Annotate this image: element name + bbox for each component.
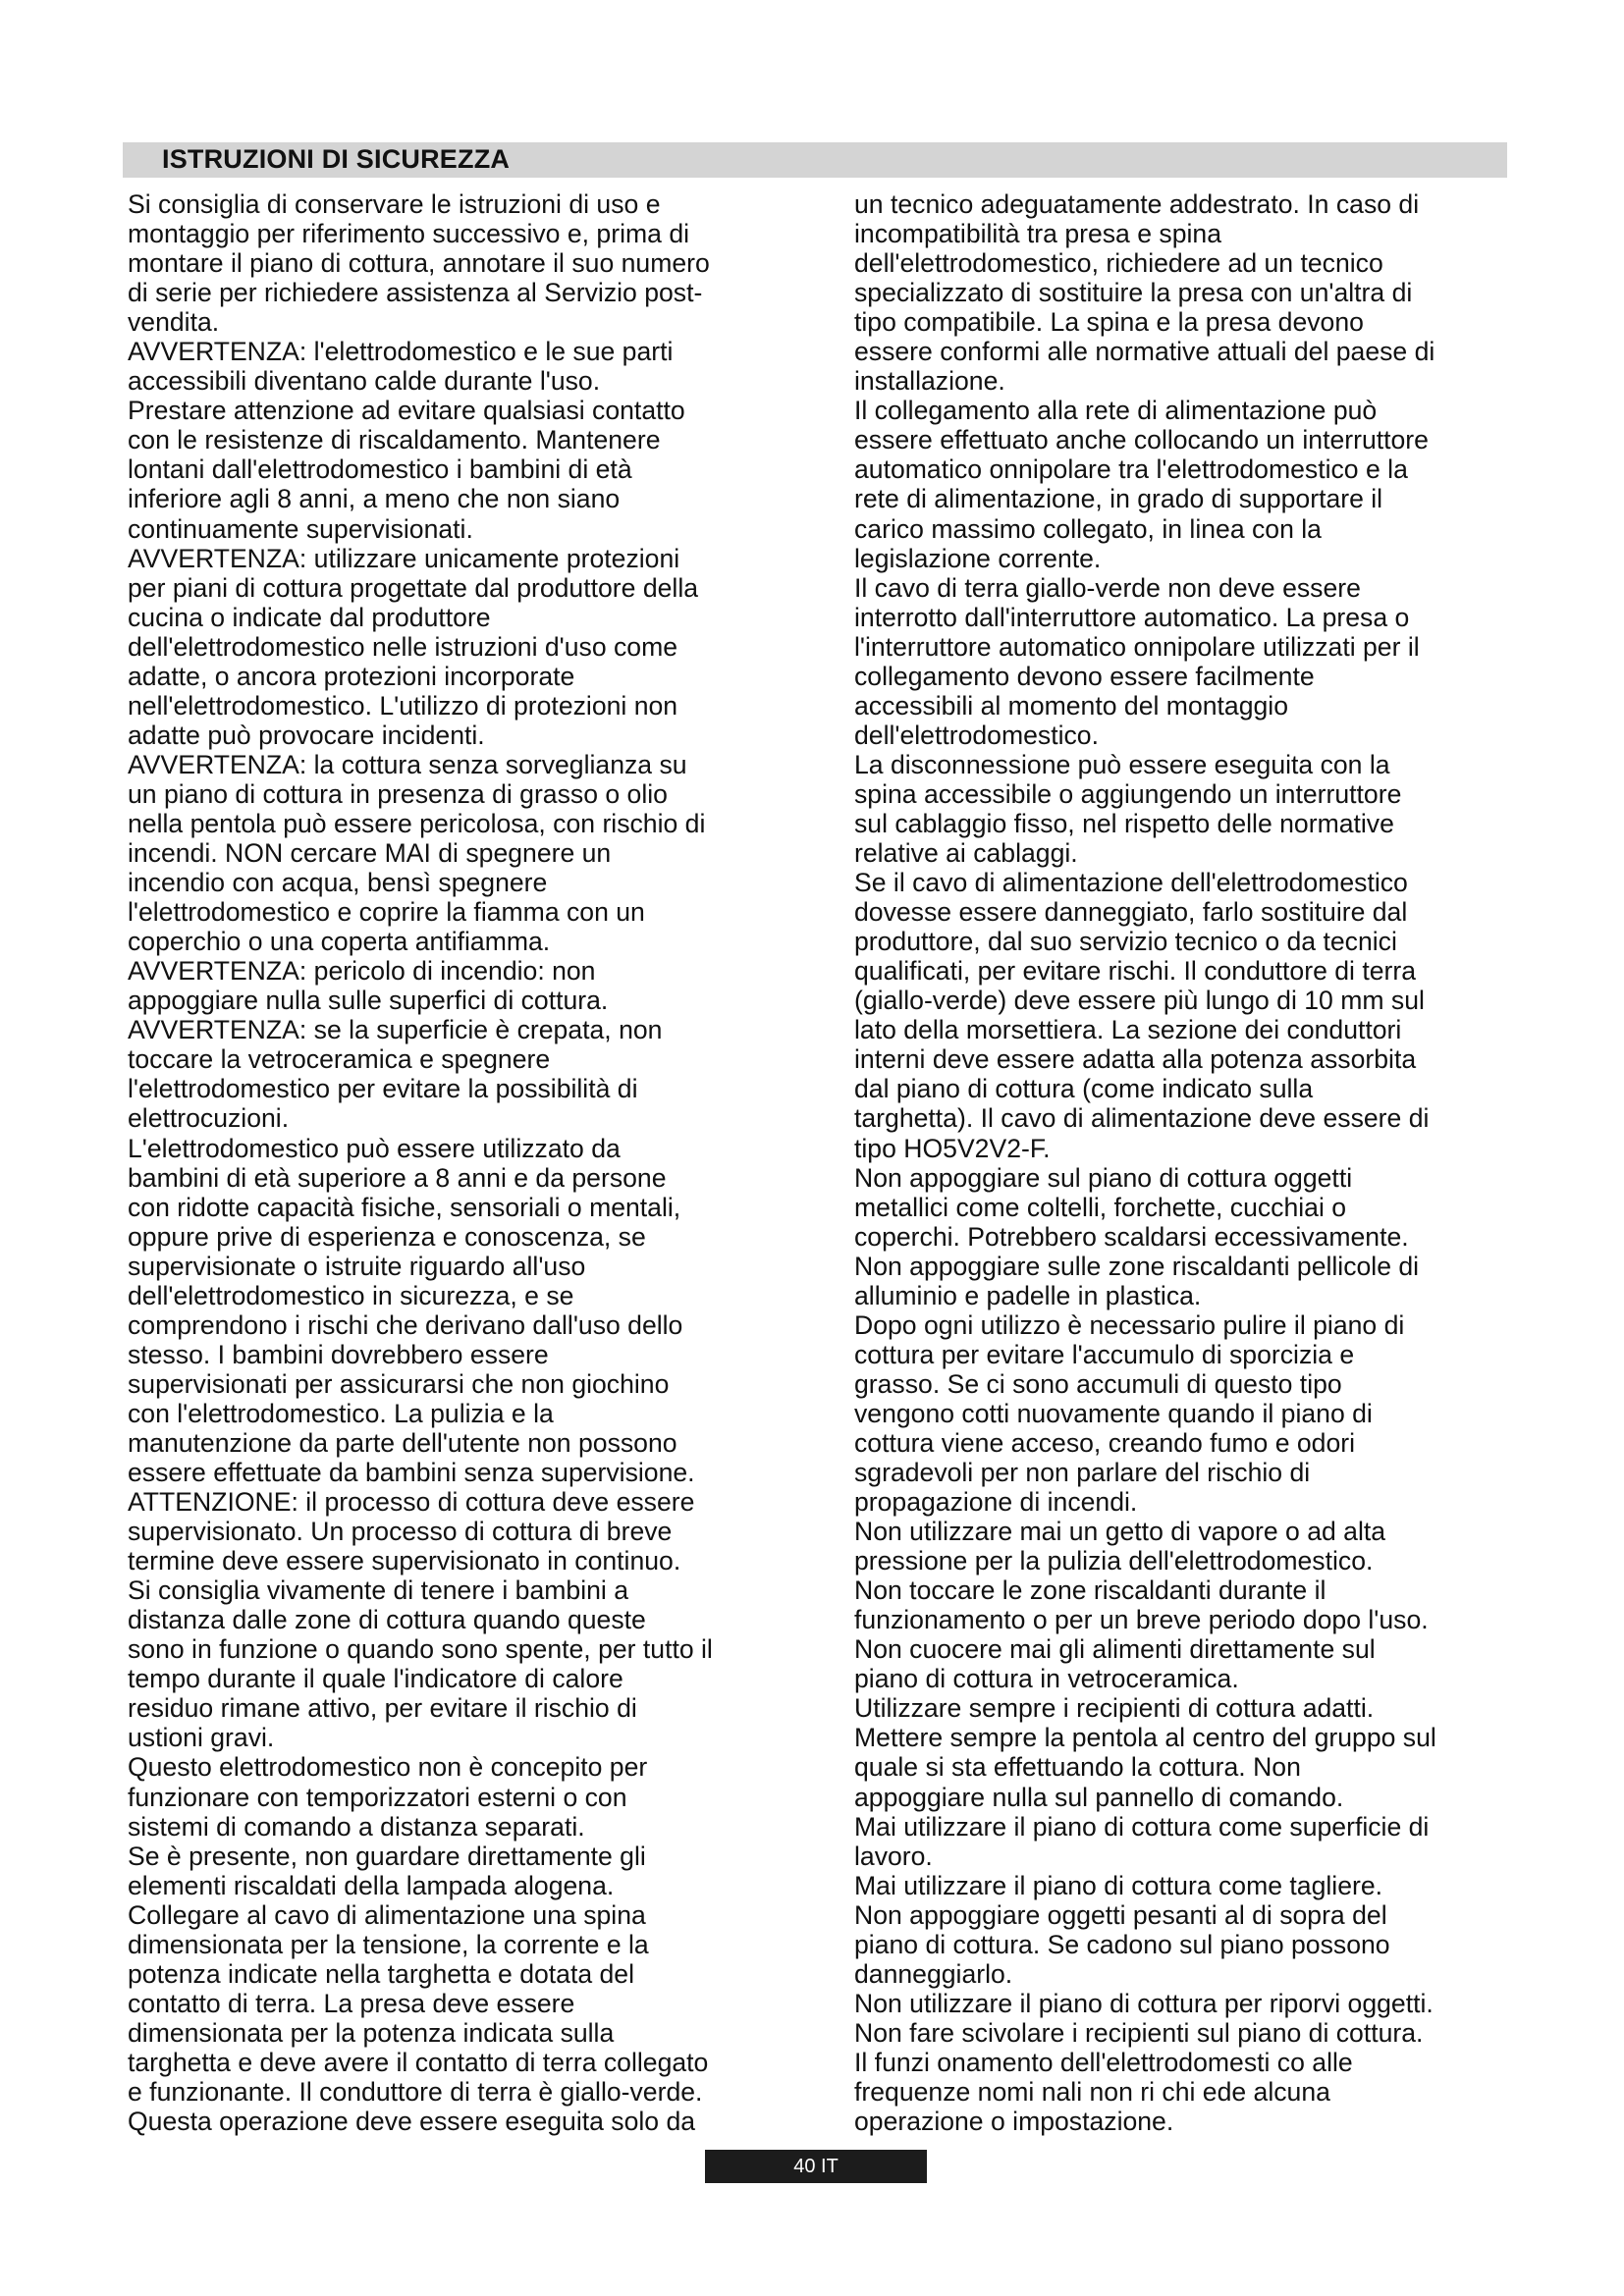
paragraph: Dopo ogni utilizzo è necessario pulire il piano di cottura per evitare l'accumulo di sporcizia e grasso. Se ci sono accumuli di questo tipo vengono cotti nuovamente quando il piano di cottura viene acceso, creando fumo e odori sgradevoli per non parlare del rischio di propagazione di incendi. [854,1309,1405,1518]
paragraph: Non toccare le zone riscaldanti durante il funzionamento o per un breve periodo dopo l'uso. [854,1575,1429,1635]
paragraph: Il collegamento alla rete di alimentazione può essere effettuato anche collocando un interruttore automatico onnipolare tra l'elettrodomestico e la rete di alimentazione, in grado di supportare il carico massimo collegato, in linea con la legislazione corrente. [854,396,1429,573]
paragraph: Non appoggiare sul piano di cottura oggetti metallici come coltelli, forchette, cucchiai o coperchi. Potrebbero scaldarsi eccessivamente. [854,1162,1409,1252]
paragraph: Mai utilizzare il piano di cottura come tagliere. [854,1870,1383,1900]
paragraph: Questo elettrodomestico non è concepito per funzionare con temporizzatori esterni o con sistemi di comando a distanza separati. [128,1752,648,1842]
paragraph: Collegare al cavo di alimentazione una spina dimensionata per la tensione, la corrente e la potenza indicate nella targhetta e dotata del contatto di terra. La presa deve essere dimensionata per la potenza indicata sulla targhetta e deve avere il contatto di terra collegato e funzionante. Il conduttore di terra è giallo-verde. Questa operazione deve essere eseguita solo da [128,1899,709,2137]
paragraph: Non cuocere mai gli alimenti direttamente sul piano di cottura in vetroceramica. [854,1634,1376,1694]
section-header-bar [123,142,1507,178]
paragraph: Non utilizzare il piano di cottura per riporvi oggetti. [854,1988,1434,2018]
section-title: ISTRUZIONI DI SICUREZZA [162,144,511,174]
paragraph: La disconnessione può essere eseguita con la spina accessibile o aggiungendo un interruttore sul cablaggio fisso, nel rispetto delle normative relative ai cablaggi. [854,749,1402,869]
paragraph: Mai utilizzare il piano di cottura come superficie di lavoro. [854,1811,1430,1871]
paragraph: Si consiglia di conservare le istruzioni di uso e montaggio per riferimento successivo e, prima di montare il piano di cottura, annotare il suo numero di serie per richiedere assistenza al Servizio post- vendita. [128,189,710,338]
paragraph: un tecnico adeguatamente addestrato. In caso di incompatibilità tra presa e spina dell'elettrodomestico, richiedere ad un tecnico specializzato di sostituire la presa con un'altra di tipo compatibile. La spina e la presa devono essere conformi alle normative attuali del paese di installazione. [854,189,1435,397]
paragraph: AVVERTENZA: utilizzare unicamente protezioni per piani di cottura progettate dal produttore della cucina o indicate dal produttore dell'elettrodomestico nelle istruzioni d'uso come adatte, o ancora protezioni incorporate nell'elettrodomestico. L'utilizzo di protezioni non adatte può provocare incidenti. [128,543,699,750]
paragraph: AVVERTENZA: pericolo di incendio: non appoggiare nulla sulle superfici di cottura. [128,956,609,1016]
paragraph: Il cavo di terra giallo-verde non deve essere interrotto dall'interruttore automatico. La presa o l'interruttore automatico onnipolare utilizzati per il collegamento devono essere facilmente accessibili al momento del montaggio dell'elettrodomestico. [854,572,1420,750]
paragraph: AVVERTENZA: se la superficie è crepata, non toccare la vetroceramica e spegnere l'elettrodomestico per evitare la possibilità di elettrocuzioni. [128,1015,663,1134]
paragraph: L'elettrodomestico può essere utilizzato da bambini di età superiore a 8 anni e da persone con ridotte capacità fisiche, sensoriali o mentali, oppure prive di esperienza e conoscenza, se supervisionate o istruite riguardo all'uso dell'elettrodomestico in sicurezza, e se comprendono i rischi che derivano dall'uso dello stesso. I bambini dovrebbero essere supervisionati per assicurarsi che non giochino con l'elettrodomestico. La pulizia e la manutenzione da parte dell'utente non possono essere effettuate da bambini senza supervisione. [128,1133,695,1488]
paragraph: Si consiglia vivamente di tenere i bambini a distanza dalle zone di cottura quando queste sono in funzione o quando sono spente, per tutto il tempo durante il quale l'indicatore di calore residuo rimane attivo, per evitare il rischio di ustioni gravi. [128,1575,713,1753]
paragraph: Se è presente, non guardare direttamente gli elementi riscaldati della lampada alogena. [128,1841,646,1900]
paragraph: AVVERTENZA: l'elettrodomestico e le sue parti accessibili diventano calde durante l'uso. Prestare attenzione ad evitare qualsiasi contatto con le resistenze di riscaldamento. Mantenere lontani dall'elettrodomestico i bambini di età inferiore agli 8 anni, a meno che non siano continuamente supervisionati. [128,337,685,544]
paragraph: Non utilizzare mai un getto di vapore o ad alta pressione per la pulizia dell'elettrodomestico. [854,1517,1386,1576]
paragraph: Non appoggiare sulle zone riscaldanti pellicole di alluminio e padelle in plastica. [854,1251,1420,1310]
paragraph: Il funzi onamento dell'elettrodomesti co alle frequenze nomi nali non ri chi ede alcuna operazione o impostazione. [854,2047,1353,2137]
paragraph: Non fare scivolare i recipienti sul piano di cottura. [854,2017,1424,2048]
paragraph: Se il cavo di alimentazione dell'elettrodomestico dovesse essere danneggiato, farlo sostituire dal produttore, dal suo servizio tecnico o da tecnici qualificati, per evitare rischi. Il conduttore di terra (giallo-verde) deve essere più lungo di 10 mm sul lato della morsettiera. La sezione dei conduttori interni deve essere adatta alla potenza assorbita dal piano di cottura (come indicato sulla targhetta). Il cavo di alimentazione deve essere di tipo HO5V2V2-F. [854,868,1430,1163]
paragraph: AVVERTENZA: la cottura senza sorveglianza su un piano di cottura in presenza di grasso o olio nella pentola può essere pericolosa, con rischio di incendi. NON cercare MAI di spegnere un incendio con acqua, bensì spegnere l'elettrodomestico e coprire la fiamma con un coperchio o una coperta antifiamma. [128,749,706,957]
paragraph: ATTENZIONE: il processo di cottura deve essere supervisionato. Un processo di cottura di breve termine deve essere supervisionato in continuo. [128,1487,695,1576]
left-text-column [128,189,815,2136]
right-text-column [854,189,1532,2136]
paragraph: Utilizzare sempre i recipienti di cottura adatti. [854,1693,1375,1724]
page-number: 40 IT [705,2150,927,2183]
paragraph: Non appoggiare oggetti pesanti al di sopra del piano di cottura. Se cadono sul piano possono danneggiarlo. [854,1899,1390,1989]
paragraph: Mettere sempre la pentola al centro del gruppo sul quale si sta effettuando la cottura. Non appoggiare nulla sul pannello di comando. [854,1723,1436,1812]
